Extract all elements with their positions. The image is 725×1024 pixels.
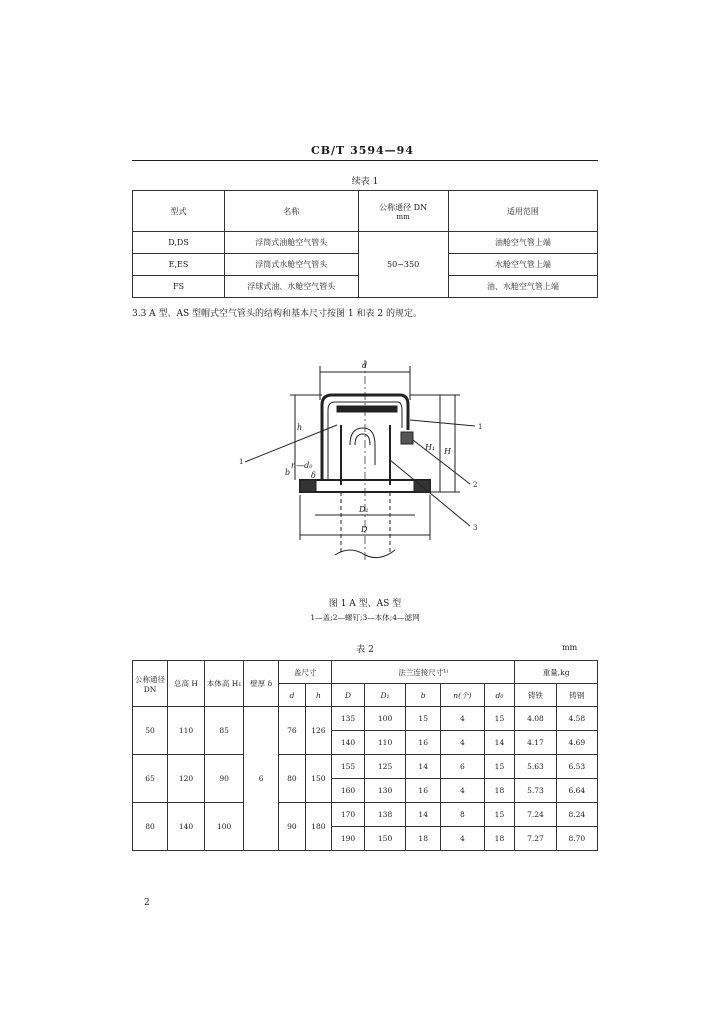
table2-cell: 15 — [484, 707, 515, 731]
table2-header-cast-steel: 铸钢 — [556, 684, 597, 707]
page-number: 2 — [144, 898, 150, 908]
fig-label-delta: δ — [311, 471, 316, 480]
table2-cell-delta: 6 — [244, 707, 279, 851]
table2-cell: 125 — [364, 755, 405, 779]
table-row — [133, 232, 598, 254]
table1-header-scope: 适用范围 — [448, 191, 597, 232]
table2-header-cast-iron: 铸铁 — [515, 684, 556, 707]
table1-cell: 油、水舱空气管上端 — [448, 276, 597, 298]
table2-cell: 8 — [441, 803, 484, 827]
table2-cell: 130 — [364, 779, 405, 803]
fig-label-h: h — [297, 423, 303, 432]
table2-cell-dn: 80 — [133, 803, 168, 851]
table1-cell: 浮筒式油舱空气管头 — [225, 232, 358, 254]
table2-header-d0: d₀ — [484, 684, 515, 707]
table2-cell: 7.27 — [515, 827, 556, 851]
table2-cell: 150 — [364, 827, 405, 851]
table2-caption: 表 2 — [356, 645, 374, 655]
table2 — [132, 660, 598, 851]
table2-cell: 140 — [332, 731, 365, 755]
table2-cell: 6 — [441, 755, 484, 779]
figure1-legend: 1—盖;2—螺钉;3—本体;4—滤网 — [310, 613, 420, 622]
figure1-drawing — [225, 350, 515, 565]
figure1-title: 图 1 A 型、AS 型 — [328, 599, 402, 609]
table1-header-type: 型式 — [133, 191, 225, 232]
table2-cell: 170 — [332, 803, 365, 827]
table1-header-name: 名称 — [225, 191, 358, 232]
table2-header-dn: 公称通径 DN — [133, 661, 168, 707]
table1-caption: 续表 1 — [351, 177, 379, 187]
fig-callout-3: 3 — [473, 524, 478, 532]
table2-cell: 14 — [406, 803, 441, 827]
table2-cell: 4.58 — [556, 707, 597, 731]
table2-cell: 18 — [484, 779, 515, 803]
table1-header-dn-unit: mm — [396, 212, 410, 221]
table2-cell: 18 — [484, 827, 515, 851]
table2-cell-h: 126 — [305, 707, 331, 755]
table2-cell: 16 — [406, 779, 441, 803]
table1-dn-range: 50~350 — [358, 232, 448, 298]
table2-cell-dn: 50 — [133, 707, 168, 755]
table2-header-delta: 壁厚 δ — [244, 661, 279, 707]
table2-cell-d: 76 — [279, 707, 305, 755]
fig-label-H1: H₁ — [425, 443, 436, 452]
table2-cell: 6.53 — [556, 755, 597, 779]
fig-label-b: b — [285, 468, 291, 477]
table2-cell-H1: 100 — [205, 803, 244, 851]
table2-header-cap: 盖尺寸 — [279, 661, 332, 684]
clause-3-3: 3.3 A 型、AS 型帽式空气管头的结构和基本尺寸按图 1 和表 2 的规定。 — [132, 309, 422, 319]
table2-cell-H1: 90 — [205, 755, 244, 803]
fig-label-D1: D₁ — [359, 505, 369, 514]
table2-cell: 4.08 — [515, 707, 556, 731]
table2-cell: 7.24 — [515, 803, 556, 827]
table2-header-H: 总高 H — [167, 661, 204, 707]
table2-cell: 15 — [484, 755, 515, 779]
table2-cell: 16 — [406, 731, 441, 755]
table2-header-n: n(个) — [441, 684, 484, 707]
table2-cell-H: 120 — [167, 755, 204, 803]
table2-header-h: h — [305, 684, 331, 707]
table-row — [133, 755, 598, 779]
table2-header-flange: 法兰连接尺寸¹⁾ — [332, 661, 515, 684]
table2-cell: 4 — [441, 731, 484, 755]
table1-cell: FS — [133, 276, 225, 298]
table1-cell: E,ES — [133, 254, 225, 276]
table2-cell: 138 — [364, 803, 405, 827]
table2-header-H1: 本体高 H₁ — [205, 661, 244, 707]
fig-label-d: d — [362, 361, 368, 370]
table2-cell: 4 — [441, 707, 484, 731]
table2-header-D1: D₁ — [364, 684, 405, 707]
table2-cell-d: 80 — [279, 755, 305, 803]
table2-cell: 4.17 — [515, 731, 556, 755]
table2-cell: 5.63 — [515, 755, 556, 779]
fig-label-D: D — [361, 525, 368, 534]
table2-cell: 8.24 — [556, 803, 597, 827]
table-row — [133, 803, 598, 827]
table2-cell-d: 90 — [279, 803, 305, 851]
table-row — [133, 707, 598, 731]
table2-cell: 155 — [332, 755, 365, 779]
table2-cell: 14 — [484, 731, 515, 755]
table1 — [132, 190, 598, 298]
table2-header-b: b — [406, 684, 441, 707]
fig-callout-1b: 1 — [478, 423, 483, 431]
table1-header-dn-label: 公称通径 DN — [379, 202, 428, 212]
table2-cell: 14 — [406, 755, 441, 779]
table1-cell: 水舱空气管上端 — [448, 254, 597, 276]
table2-cell: 4 — [441, 827, 484, 851]
table2-cell-H1: 85 — [205, 707, 244, 755]
table2-cell: 15 — [484, 803, 515, 827]
table2-cell: 15 — [406, 707, 441, 731]
table2-cell: 4 — [441, 779, 484, 803]
table2-cell: 8.70 — [556, 827, 597, 851]
table2-header-d: d — [279, 684, 305, 707]
table2-cell: 6.64 — [556, 779, 597, 803]
table1-cell: 浮筒式水舱空气管头 — [225, 254, 358, 276]
table1-cell: D,DS — [133, 232, 225, 254]
fig-label-H: H — [444, 447, 451, 456]
table1-header-dn — [358, 191, 448, 232]
standard-header: CB/T 3594—94 — [310, 144, 414, 157]
fig-label-n-d0: n—d₀ — [291, 461, 313, 470]
table2-cell: 5.73 — [515, 779, 556, 803]
table2-cell-H: 140 — [167, 803, 204, 851]
table1-cell: 浮球式油、水舱空气管头 — [225, 276, 358, 298]
table2-cell: 135 — [332, 707, 365, 731]
table2-cell: 100 — [364, 707, 405, 731]
table2-cell: 4.69 — [556, 731, 597, 755]
table2-cell-dn: 65 — [133, 755, 168, 803]
table2-cell: 110 — [364, 731, 405, 755]
table2-cell-h: 180 — [305, 803, 331, 851]
table2-unit: mm — [562, 643, 578, 652]
fig-callout-1: 1 — [239, 458, 244, 466]
header-rule — [132, 160, 598, 161]
table2-cell-H: 110 — [167, 707, 204, 755]
table2-cell: 18 — [406, 827, 441, 851]
table2-cell: 190 — [332, 827, 365, 851]
table1-cell: 油舱空气管上端 — [448, 232, 597, 254]
table2-header-weight: 重量,kg — [515, 661, 598, 684]
table2-cell: 160 — [332, 779, 365, 803]
table2-cell-h: 150 — [305, 755, 331, 803]
fig-callout-2: 2 — [473, 481, 478, 489]
table2-header-D: D — [332, 684, 365, 707]
